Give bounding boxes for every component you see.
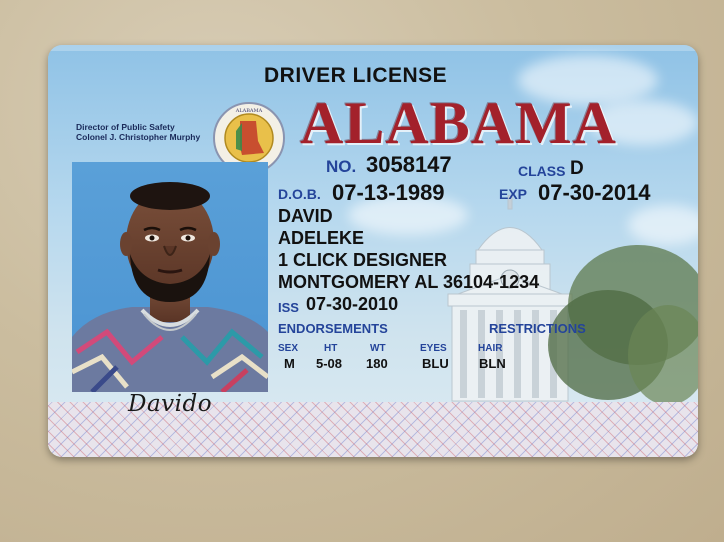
license-card	[48, 45, 698, 457]
trees-image	[548, 235, 698, 405]
iss-label: ISS	[278, 300, 299, 315]
height-value: 5-08	[316, 356, 343, 371]
iss-value: 07-30-2010	[306, 294, 399, 314]
sex-label: SEX	[278, 343, 299, 354]
state-name: ALABAMA	[300, 90, 617, 156]
hair-label: HAIR	[478, 343, 503, 354]
eyes-label: EYES	[420, 343, 447, 354]
height-label: HT	[324, 343, 338, 354]
weight-label: WT	[370, 343, 386, 354]
license-title: DRIVER LICENSE	[264, 64, 448, 87]
number-label: NO.	[326, 157, 357, 176]
exp-value: 07-30-2014	[538, 180, 651, 205]
director-text	[76, 122, 200, 142]
last-name: ADELEKE	[278, 228, 365, 248]
address-line-1: 1 CLICK DESIGNER	[278, 250, 448, 270]
class-label: CLASS	[518, 163, 566, 179]
endorsements-label: ENDORSEMENTS	[278, 321, 388, 336]
eyes-value: BLU	[422, 356, 449, 371]
license-number: 3058147	[366, 152, 452, 177]
address-line-2: MONTGOMERY AL 36104-1234	[278, 272, 540, 292]
portrait-illustration	[72, 162, 268, 392]
card-top-strip	[48, 45, 698, 51]
class-value: D	[570, 158, 584, 179]
signature: Davido	[128, 391, 213, 417]
exp-label: EXP	[499, 186, 528, 202]
weight-value: 180	[366, 356, 388, 371]
holder-photo	[72, 162, 268, 392]
sex-value: M	[284, 356, 295, 371]
dob-value: 07-13-1989	[332, 180, 445, 205]
director-line-1: Director of Public Safety	[76, 122, 175, 132]
first-name: DAVID	[278, 206, 333, 226]
restrictions-label: RESTRICTIONS	[489, 321, 586, 336]
seal-text-top: ALABAMA	[235, 108, 263, 114]
hair-value: BLN	[479, 356, 506, 371]
director-line-2: Colonel J. Christopher Murphy	[76, 132, 201, 142]
dob-label: D.O.B.	[278, 186, 321, 202]
